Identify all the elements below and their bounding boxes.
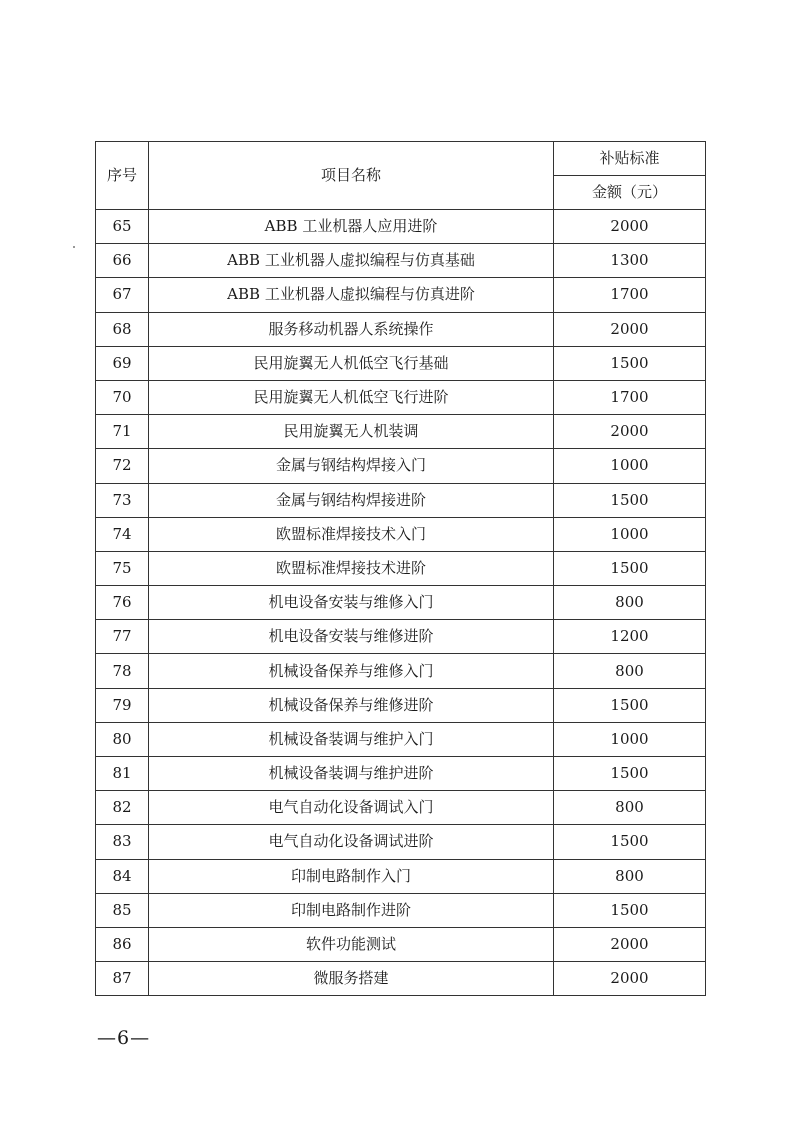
row-number: 78 [96,654,149,688]
table-row [96,244,706,278]
header-seq: 序号 [96,142,149,210]
table-row [96,551,706,585]
row-number: 68 [96,312,149,346]
row-number: 77 [96,620,149,654]
row-amount: 800 [554,654,706,688]
row-amount: 1200 [554,620,706,654]
row-number: 79 [96,688,149,722]
row-number: 82 [96,791,149,825]
table-row [96,415,706,449]
row-amount: 2000 [554,312,706,346]
table-row [96,962,706,996]
row-amount: 1000 [554,722,706,756]
subsidy-table [95,141,706,996]
row-project-name: 民用旋翼无人机装调 [149,415,554,449]
row-amount: 1700 [554,278,706,312]
row-project-name: 微服务搭建 [149,962,554,996]
row-amount: 1500 [554,483,706,517]
table-row [96,859,706,893]
table-row [96,825,706,859]
row-number: 81 [96,757,149,791]
row-project-name: 电气自动化设备调试入门 [149,791,554,825]
table-row [96,380,706,414]
row-project-name: 机械设备装调与维护进阶 [149,757,554,791]
table-row [96,927,706,961]
row-project-name: 民用旋翼无人机低空飞行进阶 [149,380,554,414]
row-project-name: 印制电路制作入门 [149,859,554,893]
row-project-name: ABB 工业机器人虚拟编程与仿真进阶 [149,278,554,312]
row-amount: 800 [554,586,706,620]
row-project-name: ABB 工业机器人虚拟编程与仿真基础 [149,244,554,278]
row-amount: 2000 [554,927,706,961]
row-project-name: 金属与钢结构焊接入门 [149,449,554,483]
row-number: 85 [96,893,149,927]
row-number: 83 [96,825,149,859]
row-number: 75 [96,551,149,585]
row-number: 67 [96,278,149,312]
row-amount: 1500 [554,757,706,791]
row-number: 70 [96,380,149,414]
row-project-name: 机械设备保养与维修入门 [149,654,554,688]
row-amount: 2000 [554,962,706,996]
row-amount: 1000 [554,449,706,483]
table-row [96,346,706,380]
table-row [96,312,706,346]
row-project-name: 金属与钢结构焊接进阶 [149,483,554,517]
header-project-name: 项目名称 [149,142,554,210]
table-row [96,791,706,825]
row-project-name: 民用旋翼无人机低空飞行基础 [149,346,554,380]
table-row [96,278,706,312]
row-project-name: 机电设备安装与维修进阶 [149,620,554,654]
table-body [96,210,706,996]
row-amount: 1000 [554,517,706,551]
row-amount: 1500 [554,825,706,859]
row-project-name: 电气自动化设备调试进阶 [149,825,554,859]
row-amount: 2000 [554,210,706,244]
row-project-name: 印制电路制作进阶 [149,893,554,927]
table-row [96,620,706,654]
row-number: 74 [96,517,149,551]
row-project-name: 服务移动机器人系统操作 [149,312,554,346]
row-amount: 1500 [554,893,706,927]
row-number: 84 [96,859,149,893]
header-subsidy-standard: 补贴标准 [554,142,706,176]
row-number: 65 [96,210,149,244]
table-row [96,654,706,688]
row-number: 76 [96,586,149,620]
row-project-name: 欧盟标准焊接技术进阶 [149,551,554,585]
row-number: 71 [96,415,149,449]
row-project-name: ABB 工业机器人应用进阶 [149,210,554,244]
row-amount: 1500 [554,551,706,585]
row-number: 87 [96,962,149,996]
table-row [96,210,706,244]
table-row [96,517,706,551]
row-number: 72 [96,449,149,483]
scan-speck [73,246,75,248]
row-number: 69 [96,346,149,380]
table-row [96,688,706,722]
page-number: —6— [97,1027,151,1049]
row-amount: 800 [554,859,706,893]
table-row [96,483,706,517]
row-number: 66 [96,244,149,278]
table-row [96,893,706,927]
table-row [96,449,706,483]
row-amount: 1500 [554,346,706,380]
row-number: 73 [96,483,149,517]
row-amount: 1300 [554,244,706,278]
row-number: 80 [96,722,149,756]
row-amount: 2000 [554,415,706,449]
row-number: 86 [96,927,149,961]
table-row [96,586,706,620]
row-project-name: 机械设备装调与维护入门 [149,722,554,756]
table-header [96,142,706,210]
row-project-name: 软件功能测试 [149,927,554,961]
row-project-name: 机械设备保养与维修进阶 [149,688,554,722]
header-amount: 金额（元） [554,176,706,210]
row-project-name: 机电设备安装与维修入门 [149,586,554,620]
row-amount: 1500 [554,688,706,722]
table-row [96,757,706,791]
table-row [96,722,706,756]
row-amount: 1700 [554,380,706,414]
row-amount: 800 [554,791,706,825]
row-project-name: 欧盟标准焊接技术入门 [149,517,554,551]
